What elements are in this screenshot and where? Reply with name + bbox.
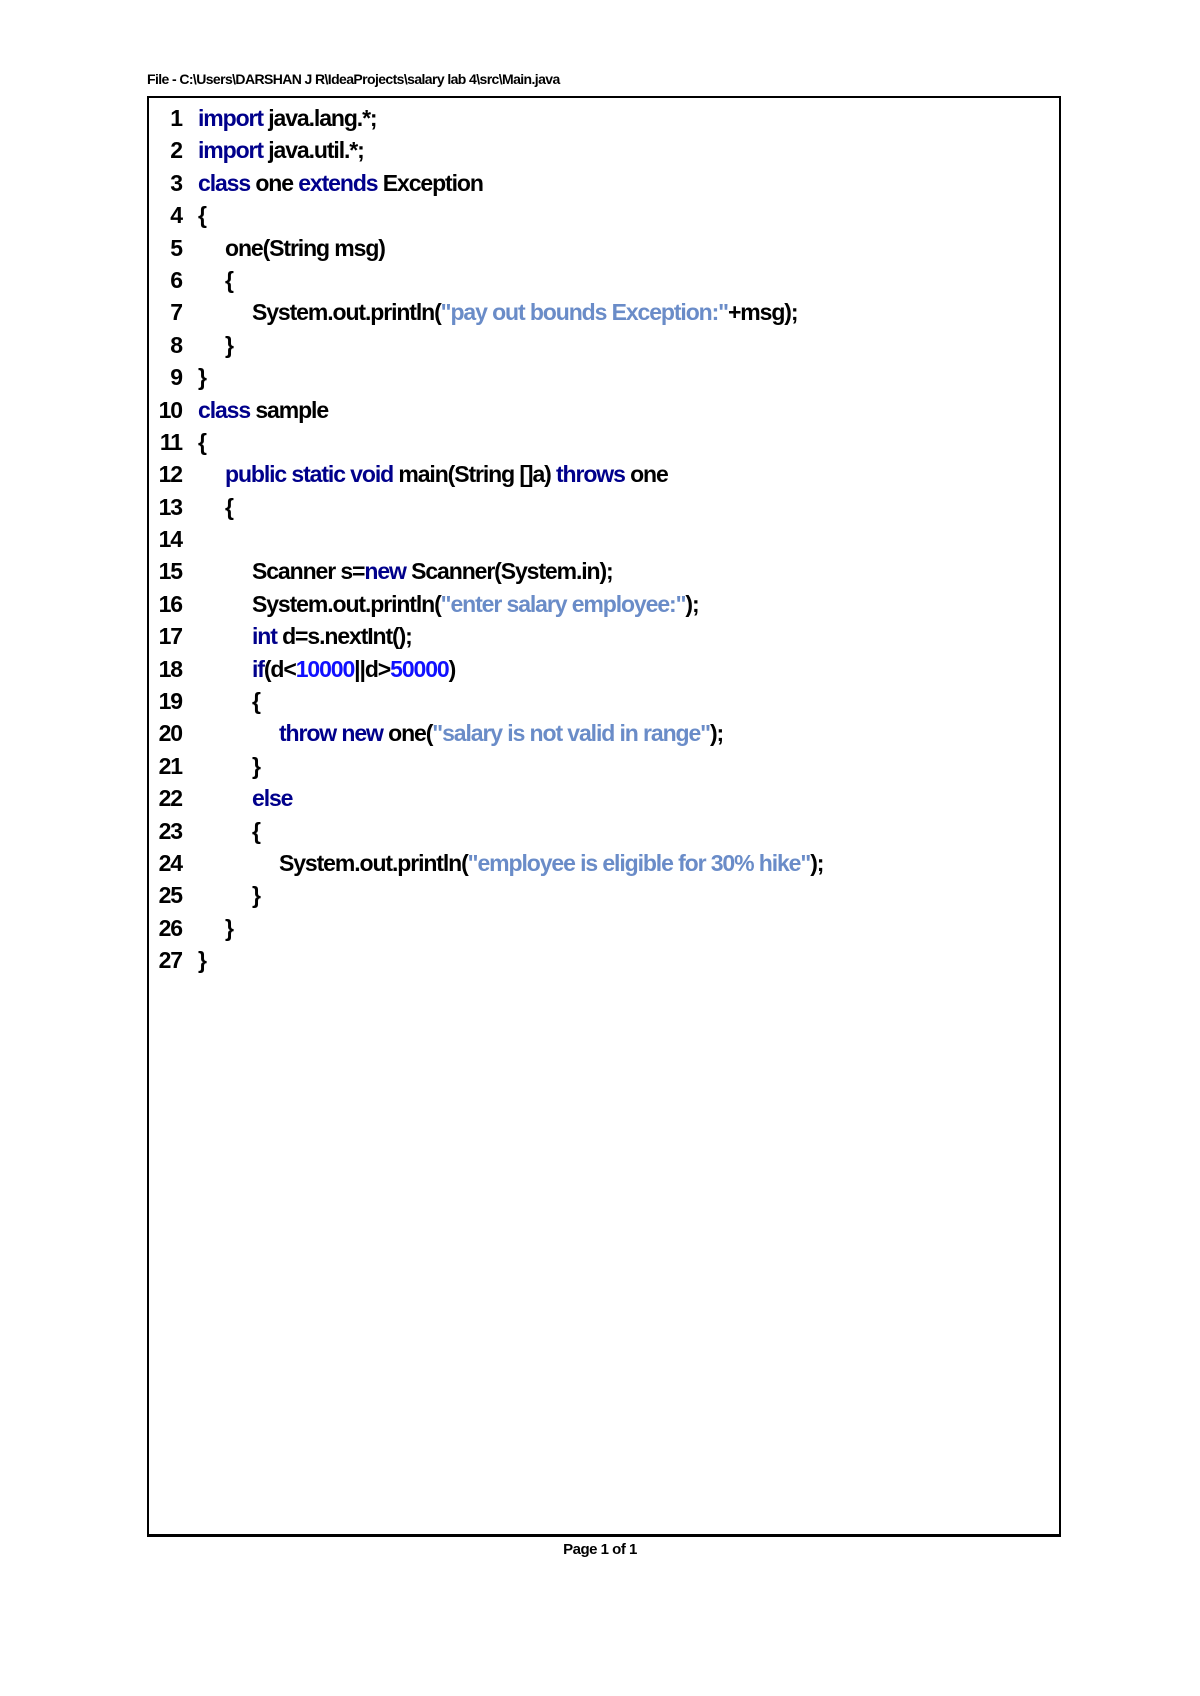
line-number: 20 <box>158 720 182 747</box>
code-line <box>149 426 1059 458</box>
code-keyword: extends <box>298 169 378 196</box>
code-keyword: class <box>198 396 251 423</box>
line-number: 13 <box>158 493 182 520</box>
code-keyword: else <box>252 785 293 812</box>
line-code <box>198 264 233 296</box>
code-token: } <box>225 331 233 358</box>
line-number: 19 <box>158 688 182 715</box>
code-keyword: import <box>198 105 263 131</box>
code-line <box>149 232 1059 264</box>
code-line <box>149 394 1059 426</box>
line-code <box>198 653 455 685</box>
code-token: Scanner s= <box>252 558 365 585</box>
line-code <box>198 750 260 782</box>
code-token: main(String []a) <box>393 461 556 488</box>
code-keyword: new <box>364 558 406 585</box>
code-token: { <box>198 428 206 455</box>
line-code <box>198 879 260 911</box>
code-line <box>149 815 1059 847</box>
code-line <box>149 717 1059 749</box>
code-keyword: if <box>252 655 264 682</box>
code-number: 50000 <box>390 655 449 682</box>
line-code <box>198 815 260 847</box>
code-line <box>149 879 1059 911</box>
line-code <box>198 717 723 749</box>
code-token: +msg); <box>727 299 798 326</box>
code-token: one( <box>382 720 433 747</box>
code-token: { <box>252 688 260 715</box>
code-line <box>149 199 1059 231</box>
line-code <box>198 620 412 652</box>
line-code <box>198 296 797 328</box>
code-token: java.util.*; <box>262 137 364 164</box>
line-number: 23 <box>158 817 182 844</box>
code-keyword: import <box>198 137 263 164</box>
line-number: 11 <box>159 428 182 455</box>
code-token: System.out.println( <box>252 590 441 617</box>
code-keyword: throws <box>556 461 625 488</box>
code-token: { <box>252 817 260 844</box>
line-number: 4 <box>170 202 182 229</box>
code-line <box>149 296 1059 328</box>
line-code <box>198 555 613 587</box>
code-token: } <box>198 364 206 391</box>
code-token: { <box>198 202 206 229</box>
code-token: ) <box>448 655 456 682</box>
line-number: 18 <box>158 655 182 682</box>
line-code <box>198 134 364 166</box>
code-token: ||d> <box>354 655 391 682</box>
line-number: 14 <box>158 526 182 553</box>
code-lines <box>149 102 1059 977</box>
line-number: 8 <box>170 331 182 358</box>
code-line <box>149 782 1059 814</box>
line-number: 16 <box>158 590 182 617</box>
line-code <box>198 394 328 426</box>
line-number: 21 <box>158 752 182 779</box>
code-line <box>149 847 1059 879</box>
code-line <box>149 944 1059 976</box>
code-token: } <box>252 752 260 779</box>
line-code <box>198 329 233 361</box>
code-token: ); <box>709 720 724 747</box>
code-token: System.out.println( <box>252 299 441 326</box>
code-token: ); <box>685 590 699 617</box>
line-number: 26 <box>158 914 182 941</box>
code-token: one <box>624 461 668 488</box>
code-line <box>149 912 1059 944</box>
code-string: "salary is not valid in range" <box>432 720 710 747</box>
line-number: 12 <box>158 461 182 488</box>
code-number: 10000 <box>295 655 355 682</box>
code-token: d=s.nextInt(); <box>276 623 412 650</box>
code-token: { <box>225 493 233 520</box>
code-token: Exception <box>377 169 483 196</box>
code-token: System.out.println( <box>279 849 468 876</box>
code-line <box>149 491 1059 523</box>
line-code <box>198 102 376 134</box>
code-token: (d< <box>263 655 296 682</box>
code-token: one <box>250 169 299 196</box>
code-line <box>149 588 1059 620</box>
code-keyword: class <box>198 169 251 196</box>
line-code <box>198 426 206 458</box>
line-code <box>198 361 206 393</box>
code-line <box>149 329 1059 361</box>
line-code <box>198 912 233 944</box>
code-token: sample <box>250 396 329 423</box>
line-number: 25 <box>158 882 182 909</box>
page-number-footer: Page 1 of 1 <box>563 1541 637 1558</box>
code-line <box>149 134 1059 166</box>
code-line <box>149 523 1059 555</box>
code-token: ); <box>810 849 824 876</box>
code-line <box>149 750 1059 782</box>
line-code <box>198 232 385 264</box>
code-line <box>149 620 1059 652</box>
line-number: 22 <box>158 785 182 812</box>
line-number: 15 <box>158 558 182 585</box>
line-number: 9 <box>170 364 182 391</box>
code-token: } <box>198 947 206 974</box>
code-line <box>149 264 1059 296</box>
code-line <box>149 167 1059 199</box>
line-code <box>198 588 699 620</box>
code-token: } <box>252 882 260 909</box>
code-string: "enter salary employee:" <box>440 590 686 617</box>
line-code <box>198 458 668 490</box>
code-line <box>149 361 1059 393</box>
code-token: } <box>225 914 233 941</box>
code-line <box>149 555 1059 587</box>
code-line <box>149 685 1059 717</box>
code-token: java.lang.*; <box>262 105 377 131</box>
code-string: "pay out bounds Exception:" <box>440 299 728 326</box>
code-string: "employee is eligible for 30% hike" <box>467 849 811 876</box>
line-number: 2 <box>170 137 182 164</box>
line-code <box>198 199 206 231</box>
code-line <box>149 458 1059 490</box>
line-number: 17 <box>158 623 182 650</box>
line-number: 7 <box>170 299 182 326</box>
line-number: 1 <box>170 105 182 131</box>
line-code <box>198 847 823 879</box>
line-code <box>198 167 483 199</box>
code-line <box>149 653 1059 685</box>
code-listing-frame <box>147 96 1061 1537</box>
code-keyword: public static void <box>225 461 394 488</box>
line-number: 27 <box>158 947 182 974</box>
line-number: 24 <box>158 849 182 876</box>
code-line <box>149 102 1059 134</box>
line-code <box>198 944 206 976</box>
code-keyword: int <box>252 623 277 650</box>
line-number: 10 <box>158 396 182 423</box>
code-token: { <box>225 266 233 293</box>
file-path-header: File - C:\Users\DARSHAN J R\IdeaProjects\salary lab 4\src\Main.java <box>147 71 560 87</box>
line-number: 6 <box>170 266 182 293</box>
line-code <box>198 491 233 523</box>
line-code <box>198 685 260 717</box>
line-number: 5 <box>170 234 182 261</box>
line-number: 3 <box>170 169 182 196</box>
code-token: Scanner(System.in); <box>405 558 613 585</box>
line-code <box>198 782 292 814</box>
code-token: one(String msg) <box>225 234 385 261</box>
code-keyword: throw new <box>279 720 383 747</box>
